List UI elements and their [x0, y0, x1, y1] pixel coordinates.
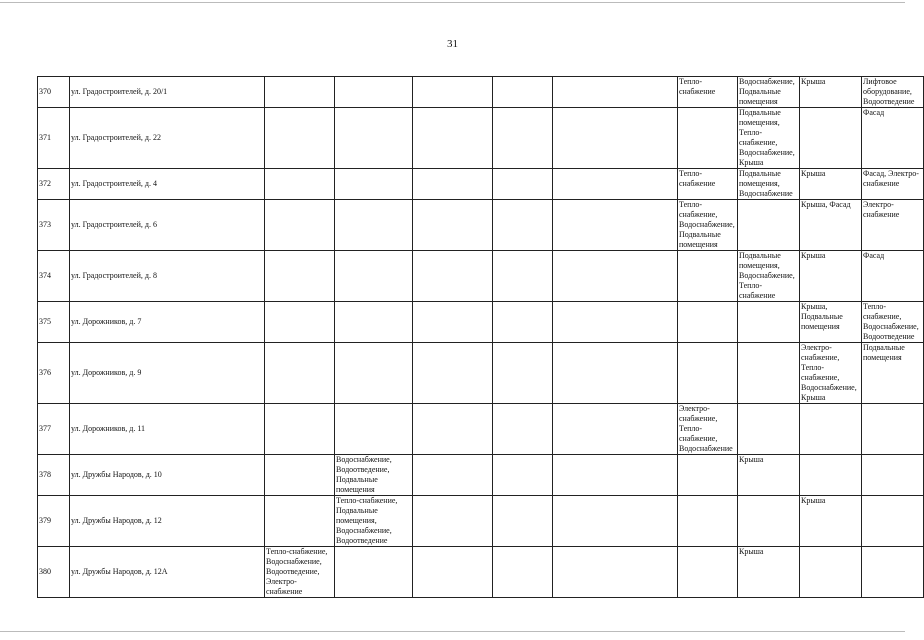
- page-number: 31: [447, 38, 458, 50]
- work-cell: [335, 108, 413, 169]
- work-cell: [493, 302, 553, 343]
- table-row: [38, 200, 924, 251]
- work-cell: Водоснабжение, Подвальные помещения: [738, 77, 800, 108]
- table-row: [38, 77, 924, 108]
- table-row: [38, 251, 924, 302]
- work-cell: [413, 547, 493, 598]
- work-cell: [335, 404, 413, 455]
- work-cell: [335, 251, 413, 302]
- work-cell: [413, 455, 493, 496]
- work-cell: Тепло-снабжение, Водоснабжение, Водоотведение, Электро- снабжение: [265, 547, 335, 598]
- table-row: [38, 455, 924, 496]
- work-cell: [553, 404, 678, 455]
- address-cell: ул. Дружбы Народов, д. 12: [70, 496, 265, 547]
- work-cell: Крыша: [800, 77, 862, 108]
- work-cell: Тепло- снабжение: [678, 169, 738, 200]
- work-cell: [413, 77, 493, 108]
- table-row: [38, 169, 924, 200]
- row-number: 379: [38, 496, 70, 547]
- work-cell: [265, 404, 335, 455]
- work-cell: [413, 343, 493, 404]
- work-cell: [738, 343, 800, 404]
- work-cell: Подвальные помещения, Водоснабжение, Тепло- снабжение: [738, 251, 800, 302]
- work-cell: [265, 200, 335, 251]
- work-cell: [493, 343, 553, 404]
- table-row: [38, 496, 924, 547]
- work-cell: [493, 200, 553, 251]
- table-row: [38, 343, 924, 404]
- work-cell: [265, 343, 335, 404]
- work-cell: [413, 169, 493, 200]
- work-cell: [413, 108, 493, 169]
- work-cell: [553, 77, 678, 108]
- address-cell: ул. Дорожников, д. 9: [70, 343, 265, 404]
- work-cell: [678, 108, 738, 169]
- work-cell: [553, 455, 678, 496]
- work-cell: Подвальные помещения: [862, 343, 924, 404]
- work-cell: [493, 169, 553, 200]
- work-cell: Крыша: [800, 169, 862, 200]
- work-cell: Фасад: [862, 108, 924, 169]
- address-cell: ул. Градостроителей, д. 4: [70, 169, 265, 200]
- address-cell: ул. Дорожников, д. 11: [70, 404, 265, 455]
- work-cell: [265, 251, 335, 302]
- work-cell: [335, 302, 413, 343]
- row-number: 375: [38, 302, 70, 343]
- work-cell: [800, 108, 862, 169]
- work-cell: Подвальные помещения, Тепло- снабжение, Водоснабжение, Крыша: [738, 108, 800, 169]
- work-cell: Тепло-снабжение, Подвальные помещения, Водоснабжение, Водоотведение: [335, 496, 413, 547]
- work-cell: Крыша: [800, 251, 862, 302]
- address-cell: ул. Дорожников, д. 7: [70, 302, 265, 343]
- work-cell: Крыша, Фасад: [800, 200, 862, 251]
- work-cell: [413, 496, 493, 547]
- work-cell: [493, 251, 553, 302]
- work-cell: [335, 200, 413, 251]
- address-cell: ул. Дружбы Народов, д. 10: [70, 455, 265, 496]
- work-cell: [738, 302, 800, 343]
- work-cell: [553, 547, 678, 598]
- work-cell: [265, 455, 335, 496]
- work-cell: [553, 251, 678, 302]
- work-cell: [493, 404, 553, 455]
- work-cell: Подвальные помещения, Водоснабжение: [738, 169, 800, 200]
- row-number: 371: [38, 108, 70, 169]
- work-cell: [493, 496, 553, 547]
- work-cell: [553, 496, 678, 547]
- work-cell: Электро- снабжение, Тепло- снабжение, Водоснабжение, Крыша: [800, 343, 862, 404]
- work-cell: [553, 302, 678, 343]
- work-cell: [678, 251, 738, 302]
- work-cell: Фасад: [862, 251, 924, 302]
- table-row: [38, 108, 924, 169]
- work-cell: Крыша: [738, 455, 800, 496]
- work-cell: Лифтовое оборудование, Водоотведение: [862, 77, 924, 108]
- top-scan-edge: [0, 2, 905, 3]
- repair-schedule-table: [37, 76, 924, 598]
- table-row: [38, 547, 924, 598]
- work-cell: [738, 496, 800, 547]
- row-number: 380: [38, 547, 70, 598]
- address-cell: ул. Градостроителей, д. 20/1: [70, 77, 265, 108]
- work-cell: Тепло- снабжение, Водоснабжение, Подвальные помещения: [678, 200, 738, 251]
- work-cell: [678, 496, 738, 547]
- row-number: 376: [38, 343, 70, 404]
- work-cell: [413, 302, 493, 343]
- work-cell: [738, 200, 800, 251]
- work-cell: [553, 343, 678, 404]
- work-cell: [335, 77, 413, 108]
- work-cell: [335, 169, 413, 200]
- work-cell: [553, 169, 678, 200]
- work-cell: Тепло- снабжение, Водоснабжение, Водоотведение: [862, 302, 924, 343]
- work-cell: [862, 404, 924, 455]
- work-cell: [678, 455, 738, 496]
- work-cell: [862, 455, 924, 496]
- work-cell: [800, 547, 862, 598]
- work-cell: Крыша: [738, 547, 800, 598]
- work-cell: [862, 496, 924, 547]
- work-cell: [265, 77, 335, 108]
- row-number: 378: [38, 455, 70, 496]
- work-cell: [678, 302, 738, 343]
- work-cell: Фасад, Электро- снабжение: [862, 169, 924, 200]
- work-cell: Крыша, Подвальные помещения: [800, 302, 862, 343]
- work-cell: [335, 547, 413, 598]
- work-cell: [493, 547, 553, 598]
- row-number: 374: [38, 251, 70, 302]
- work-cell: Электро- снабжение, Тепло- снабжение, Водоснабжение: [678, 404, 738, 455]
- address-cell: ул. Градостроителей, д. 6: [70, 200, 265, 251]
- work-cell: [800, 404, 862, 455]
- bottom-scan-edge: [0, 631, 905, 632]
- work-cell: [413, 200, 493, 251]
- row-number: 372: [38, 169, 70, 200]
- work-cell: [265, 496, 335, 547]
- work-cell: [493, 455, 553, 496]
- work-cell: [738, 404, 800, 455]
- work-cell: [335, 343, 413, 404]
- work-cell: [493, 108, 553, 169]
- work-cell: [413, 404, 493, 455]
- address-cell: ул. Градостроителей, д. 8: [70, 251, 265, 302]
- work-cell: [265, 108, 335, 169]
- work-cell: [553, 200, 678, 251]
- work-cell: [265, 302, 335, 343]
- address-cell: ул. Дружбы Народов, д. 12А: [70, 547, 265, 598]
- work-cell: Крыша: [800, 496, 862, 547]
- work-cell: Тепло- снабжение: [678, 77, 738, 108]
- work-cell: [800, 455, 862, 496]
- table-row: [38, 302, 924, 343]
- work-cell: [553, 108, 678, 169]
- work-cell: [862, 547, 924, 598]
- work-cell: [678, 547, 738, 598]
- work-cell: [413, 251, 493, 302]
- table-row: [38, 404, 924, 455]
- work-cell: [493, 77, 553, 108]
- row-number: 370: [38, 77, 70, 108]
- address-cell: ул. Градостроителей, д. 22: [70, 108, 265, 169]
- row-number: 373: [38, 200, 70, 251]
- row-number: 377: [38, 404, 70, 455]
- work-cell: [678, 343, 738, 404]
- work-cell: [265, 169, 335, 200]
- work-cell: Водоснабжение, Водоотведение, Подвальные помещения: [335, 455, 413, 496]
- work-cell: Электро- снабжение: [862, 200, 924, 251]
